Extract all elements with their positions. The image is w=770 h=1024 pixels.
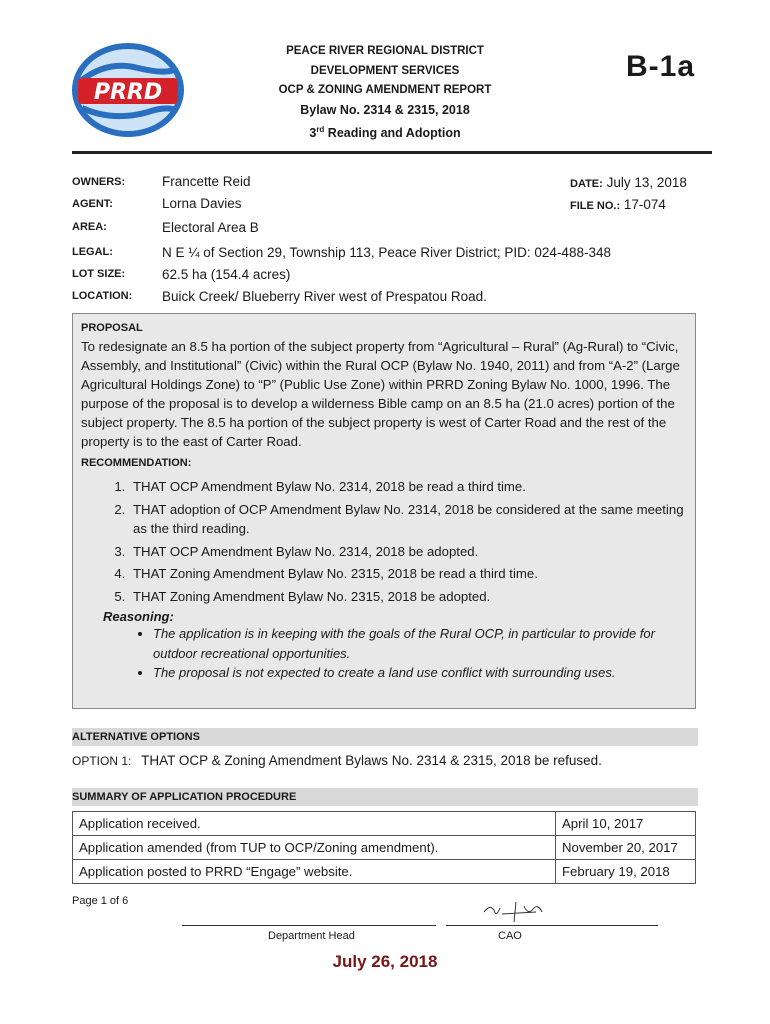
reasoning-item: • The application is in keeping with the goals of the Rural OCP, in particular to provide for outdoor recreational opportunities.: [153, 624, 687, 663]
cao-label: CAO: [498, 930, 522, 942]
area-label: AREA:: [72, 221, 107, 233]
lot-size-value: 62.5 ha (154.4 acres): [162, 267, 291, 282]
logo-text: PRRD: [93, 80, 163, 105]
prrd-logo: [68, 40, 188, 140]
owners-label: OWNERS:: [72, 176, 126, 188]
lot-size-label: LOT SIZE:: [72, 268, 126, 280]
header-divider: [72, 151, 712, 154]
table-row: [73, 812, 696, 836]
owners-value: Francette Reid: [162, 174, 251, 189]
cao-signature: [476, 898, 566, 926]
proposal-title: PROPOSAL: [81, 322, 143, 334]
reasoning-title: Reasoning:: [103, 609, 174, 624]
proposal-text: To redesignate an 8.5 ha portion of the subject property from “Agricultural – Rural” (Ag-Rural) to “Civic, Assembly, and Institutional” (Civic) within the Rural OCP (Bylaw No. 1940, 2011) and from “A-2” (Large Agricultural Holdings Zone) to “P” (Public Use Zone) within PRRD Zoning Bylaw No. 1000, 1996. The purpose of the proposal is to develop a wilderness Bible camp on an 8.5 ha (21.0 acres) portion of the subject property. The 8.5 ha portion of the subject property is west of Carter Road and the rest of the property is to the east of Carter Road.: [81, 339, 680, 449]
event-cell: Application received.: [73, 812, 556, 836]
recommendation-item: 2. THAT adoption of OCP Amendment Bylaw No. 2314, 2018 be considered at the same meeting as the third reading.: [129, 500, 687, 539]
table-row: [73, 860, 696, 884]
recommendation-item: 4. THAT Zoning Amendment Bylaw No. 2315, 2018 be read a third time.: [129, 564, 687, 584]
header-report-type: OCP & ZONING AMENDMENT REPORT: [278, 84, 492, 96]
location-value: Buick Creek/ Blueberry River west of Prespatou Road.: [162, 289, 487, 304]
page-number: Page 1 of 6: [72, 895, 129, 907]
recommendation-item: 1. THAT OCP Amendment Bylaw No. 2314, 2018 be read a third time.: [129, 477, 687, 497]
header-bylaw: Bylaw No. 2314 & 2315, 2018: [300, 102, 470, 117]
area-value: Electoral Area B: [162, 220, 259, 235]
date-cell: February 19, 2018: [556, 860, 696, 884]
legal-value: N E ¼ of Section 29, Township 113, Peace River District; PID: 024-488-348: [162, 245, 611, 260]
location-label: LOCATION:: [72, 290, 133, 302]
legal-label: LEGAL:: [72, 246, 113, 258]
proposal-section: [72, 313, 696, 709]
option-1-label: OPTION 1:: [72, 754, 132, 768]
option-1: [72, 753, 602, 768]
file-number-value: 17-074: [623, 197, 666, 212]
summary-table: [72, 811, 696, 884]
report-header: [250, 42, 520, 144]
alternative-options-title: ALTERNATIVE OPTIONS: [72, 728, 698, 746]
table-row: [73, 836, 696, 860]
meeting-date: July 26, 2018: [332, 952, 438, 971]
agent-label: AGENT:: [72, 198, 113, 210]
date-label: DATE:: [570, 178, 603, 190]
recommendation-title: RECOMMENDATION:: [81, 457, 192, 469]
agent-value: Lorna Davies: [162, 196, 242, 211]
date-value: July 13, 2018: [606, 175, 687, 190]
event-cell: Application amended (from TUP to OCP/Zoning amendment).: [73, 836, 556, 860]
header-department: DEVELOPMENT SERVICES: [310, 64, 460, 77]
dept-head-label: Department Head: [268, 930, 355, 942]
reasoning-item: • The proposal is not expected to create a land use conflict with surrounding uses.: [153, 663, 687, 683]
file-number-label: FILE NO.:: [570, 200, 621, 212]
recommendation-item: 5. THAT Zoning Amendment Bylaw No. 2315, 2018 be adopted.: [129, 587, 687, 607]
event-cell: Application posted to PRRD “Engage” website.: [73, 860, 556, 884]
option-1-text: THAT OCP & Zoning Amendment Bylaws No. 2314 & 2315, 2018 be refused.: [141, 753, 602, 768]
summary-title: SUMMARY OF APPLICATION PROCEDURE: [72, 788, 698, 806]
file-number-field: [570, 197, 666, 212]
header-reading: 3rd Reading and Adoption: [309, 125, 461, 141]
date-cell: April 10, 2017: [556, 812, 696, 836]
header-district: PEACE RIVER REGIONAL DISTRICT: [286, 45, 484, 57]
recommendation-item: 3. THAT OCP Amendment Bylaw No. 2314, 2018 be adopted.: [129, 542, 687, 562]
date-cell: November 20, 2017: [556, 836, 696, 860]
reasoning-list: [81, 624, 687, 683]
recommendation-list: [81, 477, 687, 606]
agenda-badge: B-1a: [626, 50, 696, 83]
dept-head-signature-line: [182, 925, 436, 926]
date-field: [570, 175, 687, 190]
cao-signature-line: [446, 925, 658, 926]
